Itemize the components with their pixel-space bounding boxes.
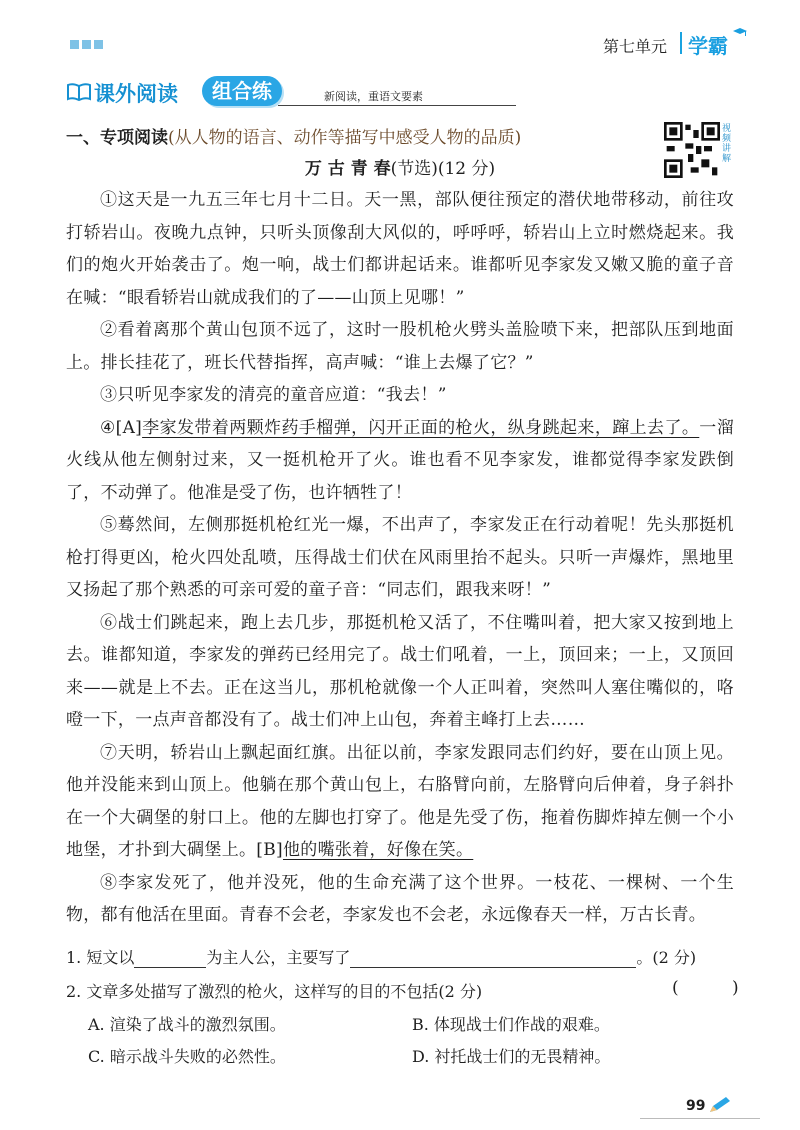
brand-logo: 学霸 (688, 34, 728, 58)
marker-a: ④[A] (100, 417, 143, 438)
article-body (66, 184, 734, 932)
paragraph-7-text: ⑦天明，轿岩山上飘起面红旗。出征以前，李家发跟同志们约好，要在山顶上见。他并没能来到山顶上。他躺在那个黄山包上，右胳臂向前，左胳臂向后伸着，身子斜扑在一个大碉堡的射口上。他的左脚也打穿了。他是先受了伤，拖着伤脚炸掉左侧一个小地堡，才扑到大碉堡上。[B] (66, 742, 734, 860)
paragraph-4 (66, 412, 734, 510)
underlined-sentence-a: 李家发带着两颗炸药手榴弹，闪开正面的枪火，纵身跳起来，蹿上去了。 (142, 417, 700, 438)
graduation-cap-icon (733, 28, 747, 38)
paragraph-5: ⑤蓦然间，左侧那挺机枪红光一爆，不出声了，李家发正在行动着呢！先头那挺机枪打得更凶，枪火四处乱喷，压得战士们伏在风雨里抬不起头。只听一声爆炸，黑地里又扬起了那个熟悉的可亲可爱的童子音：“同志们，跟我来呀！” (66, 515, 734, 600)
q2-option-a[interactable]: A. 渲染了战斗的激烈氛围。 (88, 1015, 286, 1034)
page-header (0, 0, 800, 62)
section-subtitle: 新阅读，重语文要素 (324, 90, 423, 103)
paragraph-1: ①这天是一九五三年七月十二日。天一黑，部队便往预定的潜伏地带移动，前往攻打轿岩山。夜晚九点钟，只听头顶像刮大风似的，呼呼呼，轿岩山上立时燃烧起来。我们的炮火开始袭击了。炮一响，战士们都讲起话来。谁都听见李家发又嫩又脆的童子音在喊：“眼看轿岩山就成我们的了——山顶上见哪！” (66, 190, 734, 308)
q1-prefix: 1. 短文以 (66, 948, 135, 967)
video-explain-label: 视频讲解 (722, 124, 732, 164)
section-title: 课外阅读 (94, 82, 178, 106)
paragraph-4-rest: 一溜火线从他左侧射过来，又一挺机枪开了火。谁也看不见李家发，谁都觉得李家发跌倒了，不动弹了。他准是受了伤，也许牺牲了！ (66, 417, 734, 503)
header-divider (680, 32, 682, 54)
paragraph-7 (66, 737, 734, 867)
q2-option-c[interactable]: C. 暗示战斗失败的必然性。 (88, 1047, 286, 1066)
page-number: 99 (686, 1098, 706, 1114)
practice-badge: 组合练 (202, 76, 282, 106)
section-banner (66, 76, 456, 110)
story-name: 万 古 青 春 (304, 159, 391, 179)
story-subtitle: (节选)(12 分) (390, 159, 496, 179)
story-title (0, 154, 800, 179)
unit-label: 第七单元 (603, 37, 668, 56)
paragraph-8: ⑧李家发死了，他并没死，他的生命充满了这个世界。一枝花、一棵树、一个生物，都有他活在里面。青春不会老，李家发也不会老，永远像春天一样，万古长青。 (66, 872, 734, 925)
footer-line (640, 1118, 760, 1119)
paragraph-3: ③只听见李家发的清亮的童音应道：“我去！” (100, 385, 447, 405)
question-2-stem: 2. 文章多处描写了激烈的枪火，这样写的目的不包括(2 分) (66, 982, 483, 1001)
part-note: (从人物的语言、动作等描写中感受人物的品质) (168, 128, 522, 148)
open-book-icon (66, 82, 92, 102)
part-title: 一、专项阅读 (66, 128, 168, 148)
q2-option-d[interactable]: D. 衬托战士们的无畏精神。 (412, 1047, 611, 1066)
q1-mid: 为主人公，主要写了 (206, 948, 351, 967)
q2-answer-box[interactable]: ( ) (672, 978, 763, 998)
decorative-squares (70, 40, 103, 49)
pencil-icon (708, 1096, 732, 1114)
question-1 (66, 945, 696, 968)
q2-option-b[interactable]: B. 体现战士们作战的艰难。 (412, 1015, 610, 1034)
paragraph-2: ②看着离那个黄山包顶不远了，这时一股机枪火劈头盖脸喷下来，把部队压到地面上。排长挂花了，班长代替指挥，高声喊：“谁上去爆了它？” (66, 320, 734, 373)
banner-underline (278, 105, 516, 106)
q1-blank-content[interactable] (350, 951, 636, 968)
q1-blank-protagonist[interactable] (134, 951, 206, 968)
q1-suffix: 。(2 分) (636, 948, 697, 967)
underlined-sentence-b: 他的嘴张着，好像在笑。 (282, 840, 474, 860)
paragraph-6: ⑥战士们跳起来，跑上去几步，那挺机枪又活了，不住嘴叫着，把大家又按到地上去。谁都知道，李家发的弹药已经用完了。战士们吼着，一上，顶回来；一上，又顶回来——就是上不去。正在这当儿，那机枪就像一个人正叫着，突然叫人塞住嘴似的，咯噔一下，一点声音都没有了。战士们冲上山包，奔着主峰打上去…… (66, 612, 734, 730)
part-heading (66, 123, 521, 148)
